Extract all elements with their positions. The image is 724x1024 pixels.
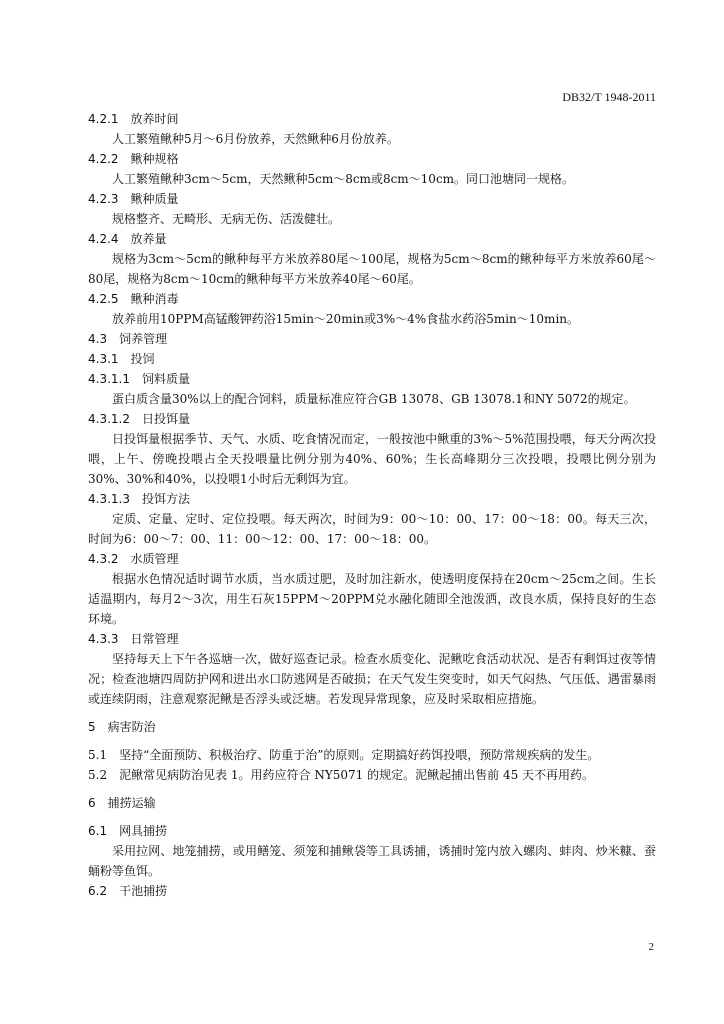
- section-number: 5: [88, 720, 96, 734]
- section-number: 4.3.1.3: [88, 492, 130, 506]
- section-number: 6.2: [88, 884, 108, 898]
- section-title: 捕捞运输: [107, 796, 156, 810]
- section-heading: [88, 109, 656, 129]
- section-heading: [88, 369, 656, 389]
- section-number: 4.3.1: [88, 352, 119, 366]
- section-heading: [88, 717, 656, 737]
- section-number: 4.3.3: [88, 632, 119, 646]
- section-heading: [88, 409, 656, 429]
- section-heading: [88, 149, 656, 169]
- document-code: DB32/T 1948-2011: [562, 90, 656, 104]
- section-title: 鳅种质量: [130, 192, 179, 206]
- section-title: 鳅种消毒: [130, 292, 179, 306]
- paragraph: 5.1 坚持“全面预防、积极治疗、防重于治”的原则。定期搞好药饵投喂，预防常规疾病的发生。: [88, 748, 600, 762]
- section-number: 4.2.5: [88, 292, 119, 306]
- section-gap: [88, 813, 656, 821]
- paragraph: 定质、定量、定时、定位投喂。每天两次，时间为9：00～10：00、17：00～18：00。每天三次，时间为6：00～7：00、11：00～12：00、17：00～18：00。: [88, 512, 656, 546]
- paragraph: 规格为3cm～5cm的鳅种每平方米放养80尾～100尾，规格为5cm～8cm的鳅种每平方米放养60尾～80尾，规格为8cm～10cm的鳅种每平方米放养40尾～60尾。: [88, 252, 656, 286]
- section-title: 放养量: [130, 232, 167, 246]
- section-heading: [88, 629, 656, 649]
- section-number: 6.1: [88, 824, 108, 838]
- paragraph: 蛋白质含量30%以上的配合饲料，质量标准应符合GB 13078、GB 13078.1和NY 5072的规定。: [112, 392, 636, 406]
- paragraph: 坚持每天上下午各巡塘一次，做好巡查记录。检查水质变化、泥鳅吃食活动状况、是否有剩饵过夜等情况；检查池塘四周防护网和进出水口防逃网是否破损；在天气发生突变时，如天气闷热、气压低、遇雷暴雨或连续阴雨，注意观察泥鳅是否浮头或泛塘。若发现异常现象，应及时采取相应措施。: [88, 652, 656, 706]
- section-heading: [88, 189, 656, 209]
- section-title: 日常管理: [130, 632, 179, 646]
- section-heading: [88, 229, 656, 249]
- section-title: 投饵方法: [141, 492, 190, 506]
- section-gap: [88, 737, 656, 745]
- section-title: 干池捕捞: [119, 884, 168, 898]
- section-heading: [88, 821, 656, 841]
- section-heading: [88, 489, 656, 509]
- paragraph: 5.2 泥鳅常见病防治见表 1。用药应符合 NY5071 的规定。泥鳅起捕出售前 45 天不再用药。: [88, 768, 595, 782]
- section-title: 病害防治: [107, 720, 156, 734]
- paragraph: 人工繁殖鳅种3cm～5cm，天然鳅种5cm～8cm或8cm～10cm。同口池塘同一规格。: [112, 172, 575, 186]
- section-title: 日投饵量: [141, 412, 190, 426]
- paragraph: 采用拉网、地笼捕捞，或用鳝笼、须笼和捕鳅袋等工具诱捕，诱捕时笼内放入螺肉、蚌肉、炒米糠、蚕蛹粉等鱼饵。: [88, 844, 656, 878]
- section-number: 4.2.2: [88, 152, 119, 166]
- section-number: 4.2.3: [88, 192, 119, 206]
- section-title: 鳅种规格: [130, 152, 179, 166]
- paragraph: 日投饵量根据季节、天气、水质、吃食情况而定，一般按池中鳅重的3%～5%范围投喂，每天分两次投喂，上午、傍晚投喂占全天投喂量比例分别为40%、60%；生长高峰期分三次投喂，投喂比例分别为30%、30%和40%，以投喂1小时后无剩饵为宜。: [88, 432, 656, 486]
- section-number: 4.2.4: [88, 232, 119, 246]
- section-number: 4.3.2: [88, 552, 119, 566]
- section-gap: [88, 709, 656, 717]
- section-heading: [88, 289, 656, 309]
- section-number: 4.3.1.2: [88, 412, 130, 426]
- section-title: 饲料质量: [141, 372, 190, 386]
- paragraph: 放养前用10PPM高锰酸钾药浴15min～20min或3%～4%食盐水药浴5min～10min。: [112, 312, 580, 326]
- section-heading: [88, 793, 656, 813]
- section-heading: [88, 881, 656, 901]
- document-body: [88, 109, 656, 901]
- section-gap: [88, 785, 656, 793]
- section-title: 饲养管理: [119, 332, 168, 346]
- section-heading: [88, 329, 656, 349]
- section-number: 4.2.1: [88, 112, 119, 126]
- section-heading: [88, 549, 656, 569]
- section-title: 放养时间: [130, 112, 179, 126]
- paragraph: 根据水色情况适时调节水质，当水质过肥，及时加注新水，使透明度保持在20cm～25cm之间。生长适温期内，每月2～3次，用生石灰15PPM～20PPM兑水融化随即全池泼洒，改良水质，保持良好的生态环境。: [88, 572, 656, 626]
- paragraph: 规格整齐、无畸形、无病无伤、活泼健壮。: [112, 212, 341, 226]
- paragraph: 人工繁殖鳅种5月～6月份放养，天然鳅种6月份放养。: [112, 132, 399, 146]
- section-title: 网具捕捞: [119, 824, 168, 838]
- section-title: 水质管理: [130, 552, 179, 566]
- section-number: 6: [88, 796, 96, 810]
- page-number: 2: [648, 941, 654, 953]
- section-title: 投饲: [130, 352, 155, 366]
- section-heading: [88, 349, 656, 369]
- section-number: 4.3.1.1: [88, 372, 130, 386]
- section-number: 4.3: [88, 332, 108, 346]
